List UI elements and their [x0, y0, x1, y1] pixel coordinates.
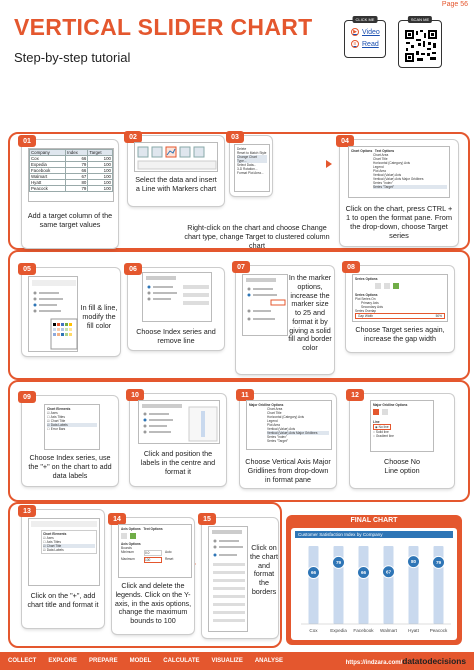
- flow-arrow-icon: [326, 160, 332, 168]
- table-cell: 79: [66, 162, 88, 168]
- checkbox-axes[interactable]: ☑ Axes: [43, 536, 54, 540]
- field-label: Bounds: [121, 546, 132, 550]
- dropdown-item: Series "Index": [373, 181, 393, 185]
- play-icon: ▶: [351, 28, 359, 36]
- dropdown-item: Chart Title: [267, 411, 282, 415]
- table-cell: 66: [66, 168, 88, 174]
- auto-label: Auto: [165, 550, 172, 554]
- table-cell: 100: [88, 186, 113, 192]
- menu-item: Change Chart Type...: [237, 155, 267, 163]
- category-label: Facebook: [353, 628, 374, 633]
- qr-code[interactable]: [404, 29, 438, 63]
- final-chart[interactable]: [291, 528, 457, 640]
- step-caption: Click on the chart, press CTRL + 1 to open the format pane. From the drop-down, choose Target series: [345, 204, 453, 241]
- line-options-screenshot: [370, 400, 434, 452]
- chart-elements-popup: [41, 530, 97, 554]
- dropdown-item: Plot Area: [267, 423, 280, 427]
- page-subtitle: Step-by-step tutorial: [14, 50, 131, 65]
- step-caption: Choose No Line option: [384, 457, 420, 475]
- marker-options-screenshot: [242, 274, 288, 336]
- dropdown-item: Chart Title: [373, 157, 388, 161]
- table-cell: Facebook: [30, 168, 66, 174]
- section-label: Axis Options: [121, 542, 141, 546]
- dropdown-item: Chart Area: [373, 153, 389, 157]
- step-number: 10: [126, 389, 144, 401]
- maximum-input[interactable]: 100: [144, 557, 162, 563]
- dropdown-item: Series "Target": [267, 439, 289, 443]
- chart-title: Customer Satisfaction Index by Company: [295, 531, 453, 538]
- step-caption: Select the data and insert a Line with Markers chart: [135, 175, 217, 193]
- step-caption: Choose Target series again, increase the gap width: [355, 325, 445, 343]
- data-table: [29, 149, 113, 192]
- minimum-row: [121, 550, 189, 556]
- checkbox-axis-titles[interactable]: ☐ Axis Titles: [47, 415, 65, 419]
- category-label: Walmart: [380, 628, 397, 633]
- radio-label: Gradient line: [375, 434, 394, 438]
- step-number: 04: [336, 135, 354, 147]
- table-cell: Cox: [30, 156, 66, 162]
- table-cell: 79: [66, 186, 88, 192]
- checkbox-label: Axis Titles: [50, 415, 65, 419]
- menu-item: Reset to Match Style: [237, 151, 267, 155]
- checkbox-data-labels[interactable]: ☑ Data Labels: [47, 423, 97, 427]
- table-cell: 100: [88, 162, 113, 168]
- dropdown-item: Horizontal (Category) Axis: [267, 415, 305, 419]
- table-header-row: [30, 150, 113, 156]
- section-label: Series Options: [355, 293, 378, 297]
- radio-label: No line: [378, 425, 389, 429]
- field-label: Series Overlap: [355, 309, 377, 313]
- final-chart-label: FINAL CHART: [350, 517, 398, 524]
- pane-icons: [121, 533, 189, 540]
- pane-tab: Text Options: [374, 149, 395, 153]
- step-card-2: [128, 133, 224, 206]
- pane-header: Axis Options: [121, 527, 141, 531]
- table-header-cell: Target: [88, 150, 113, 156]
- dropdown-item: Series "Index": [267, 435, 287, 439]
- table-cell: Walmart: [30, 174, 66, 180]
- step-number: 01: [18, 135, 36, 147]
- chart-elements-screenshot: [44, 404, 100, 450]
- font-toolbar: [31, 521, 97, 527]
- dropdown-item: Vertical (Value) Axis Major Gridlines: [267, 431, 329, 435]
- step-card-5: [22, 265, 120, 356]
- checkbox-label: Chart Title: [50, 419, 66, 423]
- step-number: 09: [18, 391, 36, 403]
- url-bold: datatodecisions: [402, 656, 466, 666]
- checkbox-label: Chart Title: [46, 544, 62, 548]
- footer-nav-item[interactable]: CALCULATE: [163, 658, 200, 664]
- pane-header: Major Gridline Options: [373, 403, 408, 407]
- bar-chart-icon: [130, 533, 136, 539]
- target-bar: [384, 546, 394, 624]
- effects-icon: [382, 409, 388, 415]
- dropdown-item: Legend: [373, 165, 384, 169]
- step-caption: In fill & line, modify the fill color: [80, 303, 118, 330]
- data-table-screenshot: [28, 148, 114, 202]
- gap-width-label: Gap Width: [358, 314, 374, 318]
- data-label: 67: [385, 569, 392, 575]
- table-header-cell: Index: [66, 150, 88, 156]
- step-card-4: [340, 137, 458, 246]
- radio-no-line[interactable]: ◉ No line: [375, 425, 389, 429]
- label-position-screenshot: [138, 400, 220, 444]
- menu-item: 3-D Rotation...: [237, 167, 258, 171]
- border-options-icons: [209, 527, 249, 633]
- dropdown-item: Chart Area: [267, 407, 283, 411]
- video-link[interactable]: [351, 28, 385, 36]
- step-number: 12: [346, 389, 364, 401]
- radio-primary[interactable]: Primary Axis: [361, 301, 379, 305]
- series-options-pane: [352, 274, 448, 322]
- step-caption: Add a target column of the same target values: [27, 211, 113, 229]
- category-label: Peacock: [429, 628, 448, 633]
- axis-options-screenshot: [118, 524, 192, 578]
- step-caption: Click on the chart and format the borders: [250, 543, 278, 596]
- menu-item: Select Data...: [237, 163, 257, 167]
- step-number: 08: [342, 261, 360, 273]
- data-label: 80: [410, 559, 417, 565]
- click-me-box: [344, 17, 386, 58]
- checkbox-chart-title[interactable]: ☑ Chart Title: [43, 544, 95, 548]
- final-chart-panel: [286, 515, 462, 645]
- maximum-label: Maximum: [121, 557, 135, 561]
- footer-bar: [0, 652, 474, 670]
- line-options-icons: [143, 273, 213, 323]
- step-caption: Choose Vertical Axis Major Gridlines from drop-down in format pane: [245, 457, 331, 484]
- scan-me-box: [398, 17, 442, 68]
- data-label: 79: [435, 559, 442, 565]
- fill-icon: [375, 283, 381, 289]
- target-bar: [359, 546, 369, 624]
- step-card-1: [22, 137, 118, 248]
- popup-header: Chart Elements: [43, 532, 67, 536]
- step-number: 15: [198, 513, 216, 525]
- fill-icon: [121, 533, 127, 539]
- checkbox-axis-titles[interactable]: ☐ Axis Titles: [43, 540, 61, 544]
- radio-label: Solid line: [375, 430, 389, 434]
- checkbox-axes[interactable]: ☑ Axes: [47, 411, 58, 415]
- gap-width-row: [355, 313, 445, 319]
- section-label: Line: [373, 420, 380, 424]
- checkbox-label: Axes: [46, 536, 54, 540]
- pane-header: Chart Options: [351, 149, 373, 153]
- format-pane-dropdown: [348, 146, 450, 198]
- step-caption: Right-click on the chart and choose Change chart type, change Target to clustered column chart: [184, 223, 330, 250]
- step-caption: Click and position the labels in the centre and format it: [140, 449, 216, 476]
- step-caption: Choose Index series and remove line: [136, 327, 216, 345]
- radio-solid-line[interactable]: ○ Solid line: [373, 430, 389, 434]
- color-palette: [29, 277, 79, 353]
- checkbox-label: Axis Titles: [46, 540, 61, 544]
- insert-ribbon-screenshot: [134, 142, 218, 172]
- checkbox-label: Data Labels: [50, 423, 68, 427]
- maximum-row: [121, 557, 189, 563]
- table-cell: 100: [88, 168, 113, 174]
- category-label: Cox: [309, 628, 318, 633]
- step-caption: Choose Index series, use the "+" on the chart to add data labels: [28, 453, 112, 480]
- dropdown-item: Horizontal (Category) Axis: [373, 161, 411, 165]
- effects-icon: [384, 283, 390, 289]
- read-link[interactable]: [351, 40, 385, 48]
- dropdown-item: Plot Area: [373, 169, 386, 173]
- table-cell: Peacock: [30, 186, 66, 192]
- table-cell: 100: [88, 156, 113, 162]
- read-link-label: Read: [362, 40, 379, 48]
- step-card-15: [202, 515, 278, 638]
- url-prefix: https://indzara.com/: [345, 660, 403, 666]
- context-menu-screenshot: [234, 144, 270, 192]
- target-bar: [309, 546, 319, 624]
- dropdown-item: Vertical (Value) Axis: [373, 173, 402, 177]
- pane-header: Major Gridline Options: [249, 403, 284, 407]
- field-label: Plot Series On: [355, 297, 376, 301]
- radio-gradient-line[interactable]: ○ Gradient line: [373, 434, 394, 438]
- document-icon: ≡: [351, 40, 359, 48]
- fill-pane-screenshot: [28, 276, 78, 352]
- category-label: Expedia: [330, 628, 347, 633]
- step-card-6: [128, 265, 224, 350]
- table-cell: 100: [88, 180, 113, 186]
- footer-nav-item[interactable]: VISUALIZE: [211, 658, 243, 664]
- series-options-screenshot: [142, 272, 212, 322]
- checkbox-label: Error Bars: [50, 427, 66, 431]
- step-card-11: [240, 391, 336, 488]
- footer-url[interactable]: [346, 656, 466, 666]
- step-number: 13: [18, 505, 36, 517]
- data-label: 66: [360, 570, 367, 576]
- checkbox-label: Data Labels: [46, 548, 64, 552]
- step-number: 06: [124, 263, 142, 275]
- pane-icons: [375, 283, 445, 291]
- click-me-label: CLICK ME: [353, 16, 378, 23]
- border-options-screenshot: [208, 526, 248, 632]
- table-header-cell: Company: [30, 150, 66, 156]
- step-card-12: [350, 391, 454, 488]
- dropdown-item: Series "Target": [373, 185, 447, 189]
- dropdown-item: Vertical (Value) Axis Major Gridlines: [373, 177, 424, 181]
- category-label: Hyatt: [408, 628, 419, 633]
- table-cell: 80: [66, 180, 88, 186]
- marker-options-icons: [243, 275, 289, 337]
- step-caption: In the marker options, increase the marker size to 25 and format it by giving a solid fill and border color: [288, 273, 332, 353]
- dropdown-item: Legend: [267, 419, 278, 423]
- table-cell: 100: [88, 174, 113, 180]
- checkbox-data-labels[interactable]: ☑ Data Labels: [43, 548, 64, 552]
- checkbox-chart-title[interactable]: ☑ Chart Title: [47, 419, 66, 423]
- label-position-icons: [139, 401, 221, 445]
- step-number: 14: [108, 513, 126, 525]
- page-title: VERTICAL SLIDER CHART: [14, 14, 313, 40]
- minimum-input[interactable]: 0.0: [144, 550, 162, 556]
- data-label: 66: [310, 570, 317, 576]
- step-number: 11: [236, 389, 254, 401]
- step-card-8: [346, 263, 454, 352]
- ribbon-chart-icons: [135, 143, 219, 173]
- fill-icon: [373, 409, 379, 415]
- page-number: Page 56: [441, 1, 468, 8]
- step-card-13: [22, 507, 104, 628]
- pane-header: Series Options: [355, 277, 378, 281]
- dropdown-item: Vertical (Value) Axis: [267, 427, 296, 431]
- step-caption: Click and delete the legends. Click on the Y-axis, in the axis options, change the maximum bounds to 100: [114, 581, 192, 626]
- gap-width-value[interactable]: 50%: [435, 314, 442, 318]
- minimum-label: Minimum: [121, 550, 134, 554]
- step-caption: Click on the "+", add chart title and format it: [27, 591, 99, 609]
- menu-item: Format Plot Area...: [237, 171, 264, 175]
- table-row: [30, 186, 113, 192]
- radio-secondary[interactable]: Secondary Axis: [361, 305, 383, 309]
- step-number: 02: [124, 131, 142, 143]
- footer-nav-item[interactable]: PREPARE: [89, 658, 118, 664]
- slider-chart-svg: [291, 540, 457, 640]
- video-link-label: Video: [362, 28, 380, 36]
- footer-nav-item[interactable]: COLLECT: [8, 658, 37, 664]
- table-cell: 67: [66, 174, 88, 180]
- table-cell: Hyatt: [30, 180, 66, 186]
- footer-nav-item[interactable]: ANALYSE: [254, 658, 283, 664]
- table-cell: Expedia: [30, 162, 66, 168]
- checkbox-error-bars[interactable]: ☐ Error Bars: [47, 427, 66, 431]
- gridline-dropdown-screenshot: [246, 400, 332, 450]
- scan-me-label: SCAN ME: [408, 16, 432, 23]
- bar-chart-icon: [393, 283, 399, 289]
- step-card-14: [112, 515, 194, 634]
- step-number: 07: [232, 261, 250, 273]
- step-card-10: [130, 391, 226, 486]
- chart-title-screenshot: [28, 518, 100, 586]
- footer-nav-item[interactable]: EXPLORE: [48, 658, 78, 664]
- table-cell: 66: [66, 156, 88, 162]
- menu-item: Delete: [237, 147, 247, 151]
- pane-tab: Text Options: [143, 527, 163, 531]
- data-label: 79: [335, 559, 342, 565]
- step-card-3: [230, 133, 272, 196]
- step-card-9: [22, 393, 118, 486]
- reset-button[interactable]: Reset: [165, 557, 174, 561]
- pane-icons: [373, 409, 431, 416]
- step-card-7: [236, 263, 334, 374]
- step-number: 05: [18, 263, 36, 275]
- footer-nav-item[interactable]: MODEL: [129, 658, 152, 664]
- checkbox-label: Axes: [50, 411, 58, 415]
- popup-header: Chart Elements: [47, 407, 71, 411]
- step-number: 03: [226, 131, 244, 143]
